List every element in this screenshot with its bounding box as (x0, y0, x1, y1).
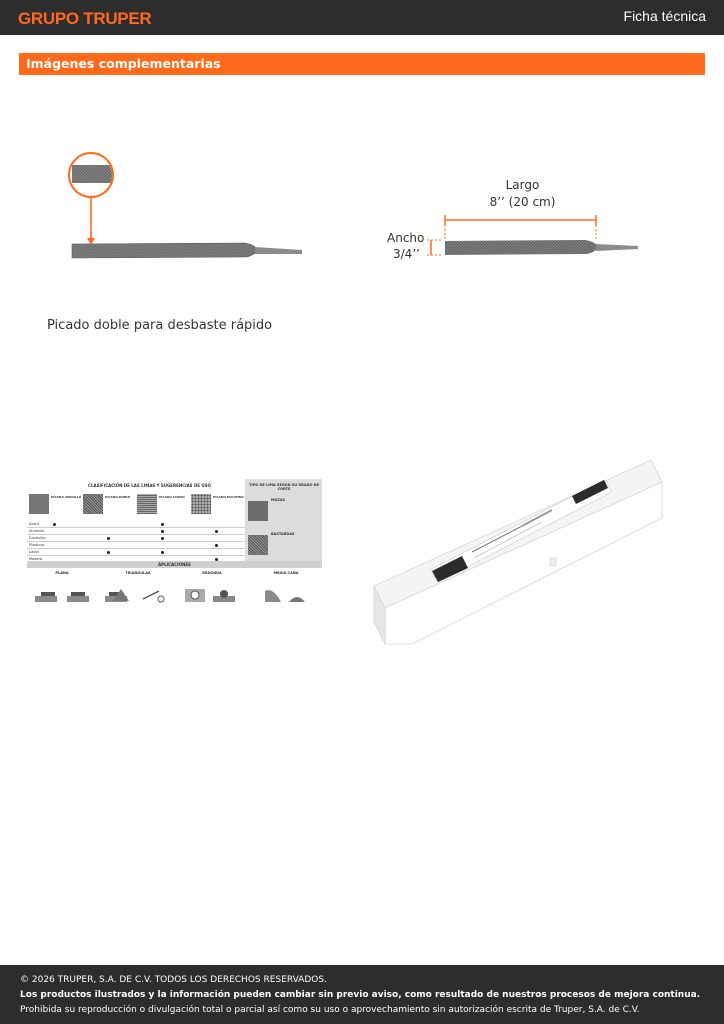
footer-notice: Los productos ilustrados y la información pueden cambiar sin previo aviso, como resultado de nuestros procesos de mejora continua. (20, 990, 701, 1000)
length-value: 8’’ (20 cm) (489, 195, 556, 209)
applications-row: PLANA TRIANGULAR REDONDA MEDIA CAÑA (27, 571, 322, 606)
table-row: Aluminio (27, 528, 245, 535)
column-header: PICADO SENCILLO (51, 495, 82, 499)
material-table (27, 521, 245, 563)
column-header: PICADO ESCOFINA (213, 495, 244, 499)
footer-rights: Prohibida su reproducción o divulgación total o parcial así como su uso o aprovechamiento sin autorización escrita de Truper, S.A. de C.V. (20, 1005, 640, 1015)
packaging-box-image (372, 458, 664, 646)
rasp-cut-swatch (191, 494, 211, 514)
footer (0, 965, 724, 1024)
cut-grade-panel: TIPO DE LIMA SEGÚN SU GRADO DE CORTE MUZAS BASTARDAS (245, 479, 322, 567)
header-bar (0, 0, 724, 35)
footer-copyright: © 2026 TRUPER, S.A. DE C.V. TODOS LOS DERECHOS RESERVADOS. (20, 975, 327, 985)
section-title: Imágenes complementarias (26, 56, 221, 71)
chart-title: CLASIFICACIÓN DE LAS LIMAS Y SUGERENCIAS DE USO (88, 483, 211, 488)
column-header: PICADO CURVO (159, 495, 185, 499)
applications-header: APLICACIONES (27, 561, 322, 568)
table-row: Acero (27, 521, 245, 528)
single-cut-swatch (29, 494, 49, 514)
table-row: Madera (27, 556, 245, 563)
brand-logo: GRUPO TRUPER (18, 9, 152, 28)
length-label: Largo (505, 178, 540, 192)
document-type: Ficha técnica (623, 8, 706, 24)
file-detail-caption: Picado doble para desbaste rápido (47, 318, 273, 333)
table-row: Fundición (27, 535, 245, 542)
double-cut-swatch (83, 494, 103, 514)
width-value: 3/4’’ (393, 247, 420, 261)
table-row: Latón (27, 549, 245, 556)
classification-chart (27, 479, 322, 606)
table-row: Plásticos (27, 542, 245, 549)
dimension-diagram (385, 175, 655, 270)
chart-columns (27, 494, 245, 522)
file-detail-image (60, 145, 320, 270)
section-header (19, 53, 705, 75)
curved-cut-swatch (137, 494, 157, 514)
column-header: PICADO DOBLE (105, 495, 131, 499)
width-label: Ancho (387, 231, 425, 245)
